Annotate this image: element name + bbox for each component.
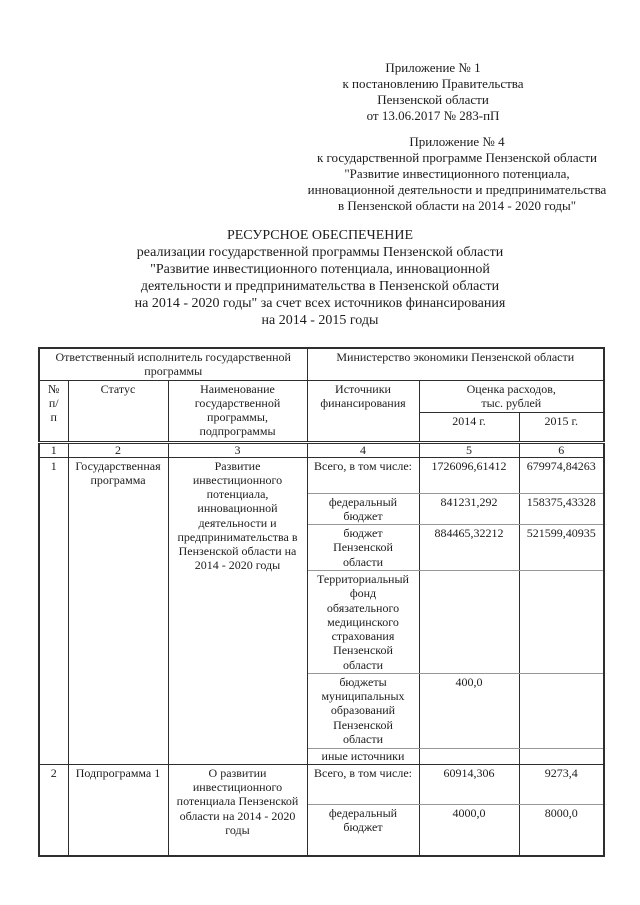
row1-num: 1 (39, 457, 68, 764)
header-funding-sources: Источники финансирования (307, 380, 419, 442)
column-header-row (39, 380, 604, 412)
row1-source-regional: бюджет Пензенской области (307, 525, 419, 571)
col-number-4: 4 (307, 442, 419, 457)
row2-source-federal: федеральный бюджет (307, 804, 419, 856)
title-line-5: на 2014 - 2020 годы" за счет всех источников финансирования (134, 296, 506, 311)
row1-total-2015: 679974,84263 (519, 457, 604, 493)
appendix2-line-3: "Развитие инвестиционного потенциала, (344, 166, 570, 181)
header-num: № п/п (39, 380, 68, 442)
table-row (39, 457, 604, 493)
row2-status: Подпрограмма 1 (68, 764, 168, 856)
row2-total-2015: 9273,4 (519, 764, 604, 804)
row1-med-fund-2015 (519, 571, 604, 674)
row1-source-municipal: бюджеты муниципальных образований Пензенской области (307, 673, 419, 748)
row1-source-other: иные источники (307, 748, 419, 764)
col-number-1: 1 (39, 442, 68, 457)
header-cost-estimate-line-1: Оценка расходов, (466, 381, 556, 396)
row2-federal-2015: 8000,0 (519, 804, 604, 856)
row1-source-med-fund: Территориальный фонд обязательного медицинского страхования Пензенской области (307, 571, 419, 674)
header-year-2014: 2014 г. (419, 412, 519, 442)
row1-other-2015 (519, 748, 604, 764)
appendix-ref-1 (313, 60, 553, 124)
row1-status: Государственная программа (68, 457, 168, 764)
header-cost-estimate (419, 380, 604, 412)
appendix1-line-4: от 13.06.2017 № 283-пП (366, 108, 500, 123)
responsible-executor-value: Министерство экономики Пензенской области (307, 348, 604, 380)
col-number-5: 5 (419, 442, 519, 457)
appendix1-line-3: Пензенской области (377, 92, 489, 107)
document-title (34, 227, 606, 329)
row1-regional-2015: 521599,40935 (519, 525, 604, 571)
col-number-2: 2 (68, 442, 168, 457)
header-year-2015: 2015 г. (519, 412, 604, 442)
row2-program-name: О развитии инвестиционного потенциала Пензенской области на 2014 - 2020 годы (168, 764, 307, 856)
header-status: Статус (68, 380, 168, 442)
row2-source-total: Всего, в том числе: (307, 764, 419, 804)
row1-source-federal: федеральный бюджет (307, 493, 419, 525)
title-line-2: реализации государственной программы Пензенской области (136, 245, 504, 260)
col-number-6: 6 (519, 442, 604, 457)
row1-federal-2015: 158375,43328 (519, 493, 604, 525)
appendix2-line-5: в Пензенской области на 2014 - 2020 годы" (337, 198, 577, 213)
row1-source-total: Всего, в том числе: (307, 457, 419, 493)
row2-num: 2 (39, 764, 68, 856)
row1-med-fund-2014 (419, 571, 519, 674)
title-line-6: на 2014 - 2015 годы (261, 313, 379, 328)
row1-federal-2014: 841231,292 (419, 493, 519, 525)
row2-total-2014: 60914,306 (419, 764, 519, 804)
header-program-name: Наименование государственной программы, подпрограммы (168, 380, 307, 442)
responsible-executor-label: Ответственный исполнитель государственной программы (39, 348, 307, 380)
row1-program-name: Развитие инвестиционного потенциала, инновационной деятельности и предпринимательства в Пензенской области на 2014 - 2020 годы (168, 457, 307, 764)
appendix1-line-2: к постановлению Правительства (342, 76, 524, 91)
row1-total-2014: 1726096,61412 (419, 457, 519, 493)
col-number-3: 3 (168, 442, 307, 457)
header-cost-estimate-line-2: тыс. рублей (481, 395, 542, 410)
responsible-executor-row (39, 348, 604, 380)
title-line-3: "Развитие инвестиционного потенциала, инновационной (150, 262, 490, 277)
appendix2-line-1: Приложение № 4 (409, 134, 505, 149)
title-line-1: РЕСУРСНОЕ ОБЕСПЕЧЕНИЕ (226, 228, 414, 243)
title-line-4: деятельности и предпринимательства в Пензенской области (140, 279, 500, 294)
column-number-row (39, 442, 604, 457)
row1-regional-2014: 884465,32212 (419, 525, 519, 571)
appendix2-line-2: к государственной программе Пензенской области (316, 150, 598, 165)
resource-table (38, 347, 605, 857)
row1-other-2014 (419, 748, 519, 764)
row1-municipal-2015 (519, 673, 604, 748)
appendix1-line-1: Приложение № 1 (385, 60, 481, 75)
appendix2-line-4: инновационной деятельности и предпринимательства (307, 182, 607, 197)
row2-federal-2014: 4000,0 (419, 804, 519, 856)
table-row (39, 764, 604, 804)
row1-municipal-2014: 400,0 (419, 673, 519, 748)
appendix-ref-2 (289, 134, 625, 214)
